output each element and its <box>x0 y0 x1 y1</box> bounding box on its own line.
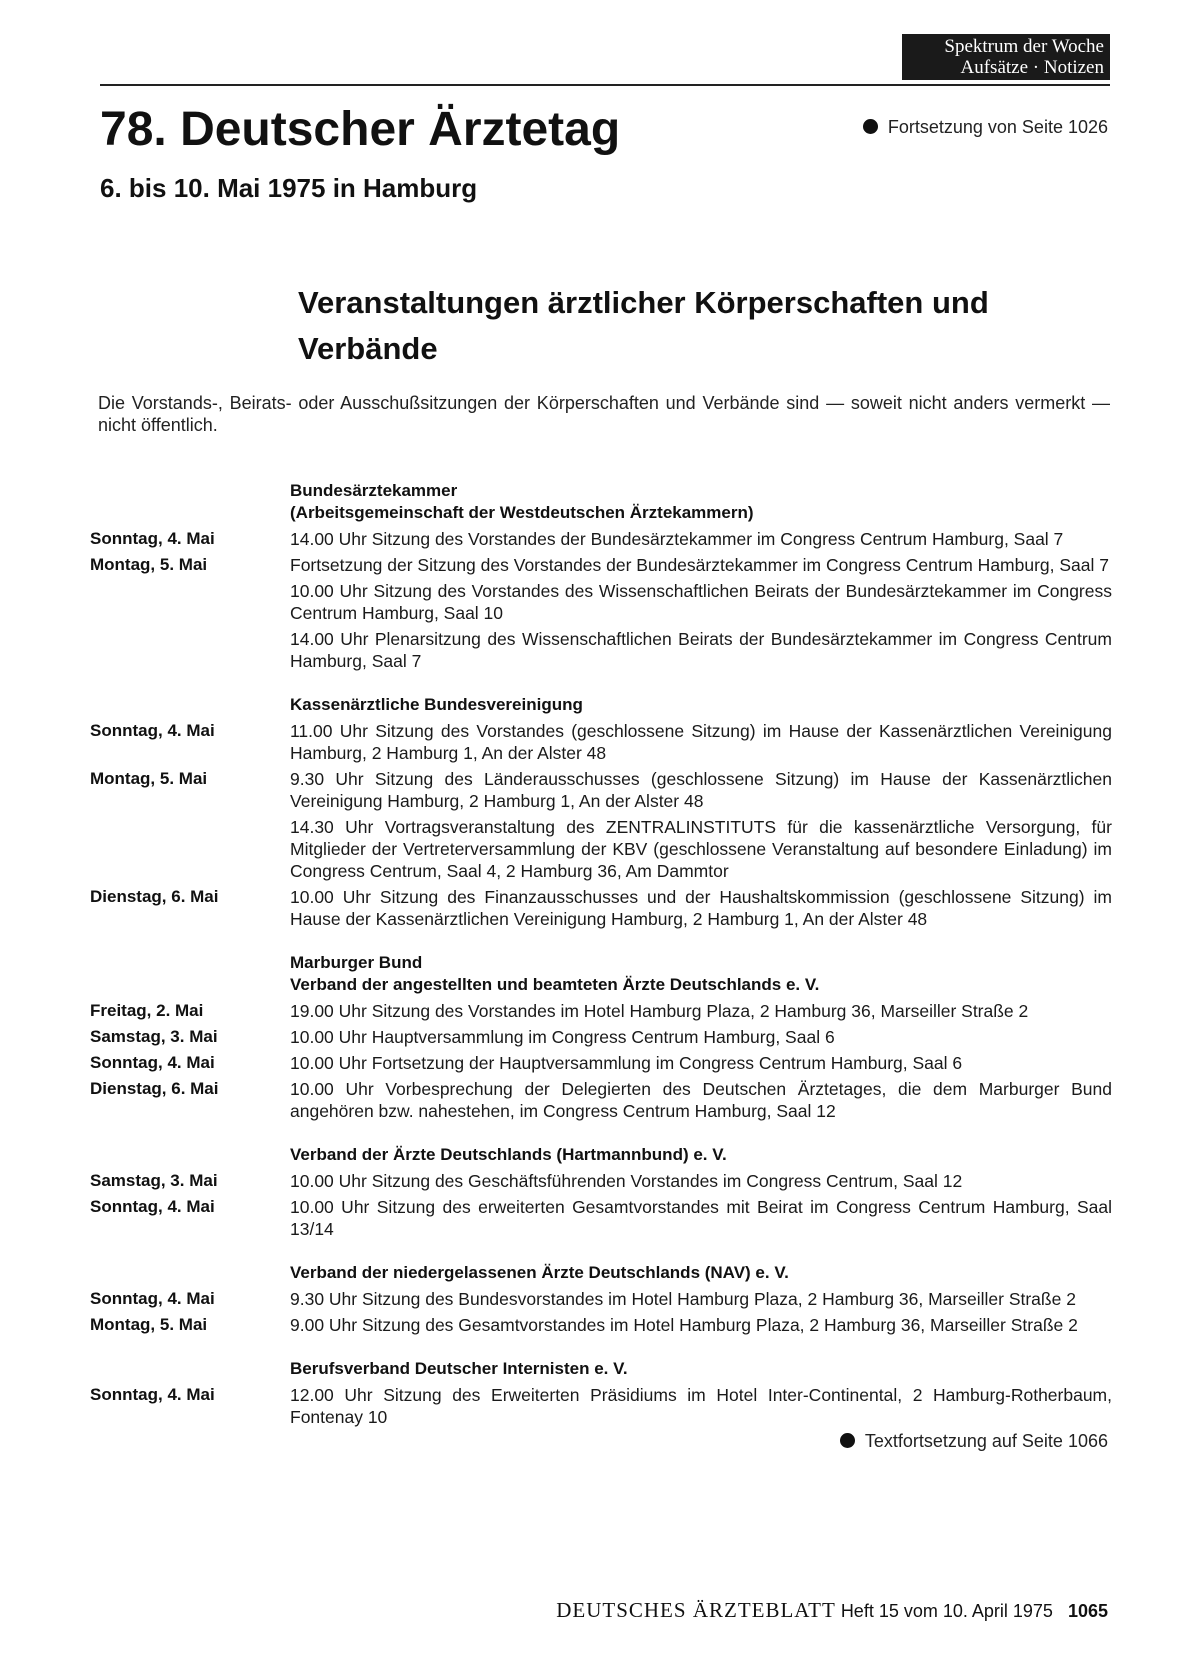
event-entry <box>90 1000 1112 1022</box>
event-description: 9.30 Uhr Sitzung des Bundesvorstandes im Hotel Hamburg Plaza, 2 Hamburg 36, Marseiller Straße 2 <box>290 1289 1076 1309</box>
bullet-icon <box>863 119 878 134</box>
organization-title: Marburger Bund <box>290 953 423 972</box>
section-title: Veranstaltungen ärztlicher Körperschaften und Verbände <box>298 285 989 366</box>
page-title: 78. Deutscher Ärztetag <box>100 103 621 156</box>
event-description: 11.00 Uhr Sitzung des Vorstandes (geschlossene Sitzung) im Hause der Kassenärztlichen Vereinigung Hamburg, 2 Hamburg 1, An der Alster 48 <box>290 721 1112 763</box>
event-description: 10.00 Uhr Hauptversammlung im Congress Centrum Hamburg, Saal 6 <box>290 1027 835 1047</box>
organization-title: (Arbeitsgemeinschaft der Westdeutschen Ärztekammern) <box>290 503 754 522</box>
continued-on-text: Textfortsetzung auf Seite 1066 <box>864 1431 1108 1451</box>
event-description: 10.00 Uhr Sitzung des erweiterten Gesamtvorstandes mit Beirat im Congress Centrum Hamburg, Saal 13/14 <box>290 1197 1112 1239</box>
organization-title: Berufsverband Deutscher Internisten e. V. <box>290 1359 628 1378</box>
event-description: 10.00 Uhr Sitzung des Finanzausschusses und der Haushaltskommission (geschlossene Sitzung) im Hause der Kassenärztlichen Vereinigung Hamburg, 2 Hamburg 1, An der Alster 48 <box>290 887 1112 929</box>
event-entry <box>90 628 1112 672</box>
event-entry <box>90 1026 1112 1048</box>
event-entry <box>90 580 1112 624</box>
badge-line-1: Spektrum der Woche <box>944 36 1104 57</box>
event-description: 9.00 Uhr Sitzung des Gesamtvorstandes im Hotel Hamburg Plaza, 2 Hamburg 36, Marseiller Straße 2 <box>290 1315 1078 1335</box>
header-rule <box>100 84 1110 86</box>
event-description: 19.00 Uhr Sitzung des Vorstandes im Hotel Hamburg Plaza, 2 Hamburg 36, Marseiller Straße 2 <box>290 1001 1029 1021</box>
event-entry <box>90 816 1112 882</box>
event-date: Freitag, 2. Mai <box>90 1001 204 1020</box>
event-entry <box>90 886 1112 930</box>
event-description: 10.00 Uhr Sitzung des Geschäftsführenden Vorstandes im Congress Centrum, Saal 12 <box>290 1171 963 1191</box>
event-entry <box>90 554 1112 576</box>
event-date <box>90 816 290 882</box>
event-description: 10.00 Uhr Fortsetzung der Hauptversammlung im Congress Centrum Hamburg, Saal 6 <box>290 1053 963 1073</box>
event-entry <box>90 1078 1112 1122</box>
event-date: Sonntag, 4. Mai <box>90 721 215 740</box>
event-description: Fortsetzung der Sitzung des Vorstandes der Bundesärztekammer im Congress Centrum Hamburg, Saal 7 <box>290 555 1109 575</box>
intro-paragraph: Die Vorstands-, Beirats- oder Ausschußsitzungen der Körperschaften und Verbände sind — soweit nicht anders vermerkt — nicht öffentlich. <box>98 393 1110 435</box>
event-date: Montag, 5. Mai <box>90 1315 208 1334</box>
organization-title: Kassenärztliche Bundesvereinigung <box>290 695 583 714</box>
event-date: Sonntag, 4. Mai <box>90 1197 215 1216</box>
event-date: Dienstag, 6. Mai <box>90 887 219 906</box>
organization-title: Verband der angestellten und beamteten Ärzte Deutschlands e. V. <box>290 975 820 994</box>
organization-block <box>90 1262 1112 1336</box>
organization-block <box>90 1144 1112 1240</box>
event-entry <box>90 528 1112 550</box>
event-entry <box>90 1052 1112 1074</box>
bullet-icon <box>840 1433 855 1448</box>
continued-on-note <box>90 1430 1112 1452</box>
event-date: Samstag, 3. Mai <box>90 1027 218 1046</box>
section-badge <box>902 34 1110 80</box>
page-footer <box>556 1598 1108 1623</box>
event-date <box>90 628 290 672</box>
organization-block <box>90 694 1112 930</box>
event-description: 14.30 Uhr Vortragsveranstaltung des ZENTRALINSTITUTS für die kassenärztliche Versorgung, für Mitglieder der Vertreterversammlung der KBV (geschlossene Veranstaltung auf besondere Einladung) im Congress Centrum, Saal 4, 2 Hamburg 36, Am Dammtor <box>290 817 1112 881</box>
page-number: 1065 <box>1067 1601 1108 1621</box>
event-entry <box>90 720 1112 764</box>
event-date: Sonntag, 4. Mai <box>90 1053 215 1072</box>
event-date: Sonntag, 4. Mai <box>90 529 215 548</box>
organizations-list <box>90 480 1112 1452</box>
continued-from-text: Fortsetzung von Seite 1026 <box>887 117 1108 137</box>
page-subtitle: 6. bis 10. Mai 1975 in Hamburg <box>100 173 478 203</box>
event-date: Sonntag, 4. Mai <box>90 1289 215 1308</box>
organization-block <box>90 480 1112 672</box>
event-entry <box>90 1196 1112 1240</box>
event-date: Dienstag, 6. Mai <box>90 1079 219 1098</box>
organization-title: Verband der Ärzte Deutschlands (Hartmannbund) e. V. <box>290 1145 727 1164</box>
event-entry <box>90 768 1112 812</box>
event-date: Montag, 5. Mai <box>90 555 208 574</box>
event-description: 14.00 Uhr Sitzung des Vorstandes der Bundesärztekammer im Congress Centrum Hamburg, Saal 7 <box>290 529 1064 549</box>
event-entry <box>90 1384 1112 1428</box>
badge-line-2: Aufsätze · Notizen <box>960 57 1104 78</box>
journal-name: DEUTSCHES ÄRZTEBLATT <box>556 1598 836 1622</box>
organization-block <box>90 952 1112 1122</box>
event-date: Samstag, 3. Mai <box>90 1171 218 1190</box>
event-description: 9.30 Uhr Sitzung des Länderausschusses (geschlossene Sitzung) im Hause der Kassenärztlichen Vereinigung Hamburg, 2 Hamburg 1, An der Alster 48 <box>290 769 1112 811</box>
event-date: Sonntag, 4. Mai <box>90 1385 215 1404</box>
organization-block <box>90 1358 1112 1428</box>
organization-title: Verband der niedergelassenen Ärzte Deutschlands (NAV) e. V. <box>290 1263 789 1282</box>
event-description: 10.00 Uhr Sitzung des Vorstandes des Wissenschaftlichen Beirats der Bundesärztekammer im Congress Centrum Hamburg, Saal 10 <box>290 581 1112 623</box>
event-description: 14.00 Uhr Plenarsitzung des Wissenschaftlichen Beirats der Bundesärztekammer im Congress Centrum Hamburg, Saal 7 <box>290 629 1112 671</box>
event-entry <box>90 1288 1112 1310</box>
issue-info: Heft 15 vom 10. April 1975 <box>840 1601 1053 1621</box>
event-entry <box>90 1314 1112 1336</box>
organization-title: Bundesärztekammer <box>290 481 458 500</box>
event-date <box>90 580 290 624</box>
event-entry <box>90 1170 1112 1192</box>
continued-from-note <box>863 116 1108 138</box>
event-description: 12.00 Uhr Sitzung des Erweiterten Präsidiums im Hotel Inter-Continental, 2 Hamburg-Rotherbaum, Fontenay 10 <box>290 1385 1112 1427</box>
event-date: Montag, 5. Mai <box>90 769 208 788</box>
event-description: 10.00 Uhr Vorbesprechung der Delegierten des Deutschen Ärztetages, die dem Marburger Bund angehören bzw. nahestehen, im Congress Centrum Hamburg, Saal 12 <box>290 1079 1112 1121</box>
